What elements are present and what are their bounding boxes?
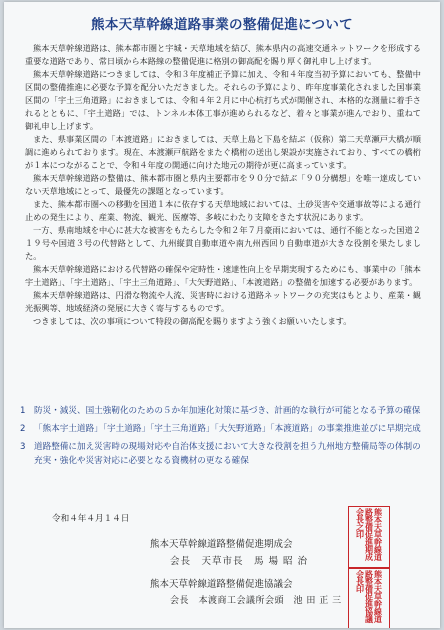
paragraph: また、熊本都市圏への移動を国道１本に依存する天草地域においては、土砂災害や交通事故等による通行止めの発生により、産業、物流、観光、医療等、多岐にわたり支障をきたす状況にあります。 [25,199,421,222]
paragraph: 熊本天草幹線道路につきましては、令和３年度補正予算に加え、令和４年度当初予算においても、整備中区間の整備推進に必要な予算を配分いただきました。それらの予算により、昨年度事業化されました国事業区間の「宇土三角道路」におきましては、令和４年２月に中心杭打ち式が開催され、本格的な測量に着手されるとともに、「宇土道路」では、トンネル本体工事が進められるなど、着々と事業が進んでおり、重ねて御礼申し上げます。 [25,69,421,131]
paragraph: 熊本天草幹線道路は、円滑な物流や人流、災害時における道路ネットワークの充実はもとより、産業・観光振興等、地域経済の発展に大きく寄与するものです。 [25,290,421,313]
document-date: 令和４年４月１４日 [52,514,130,524]
red-seal-stamp [348,506,390,568]
document-body [25,42,421,328]
paragraph: また、県事業区間の「本渡道路」におきましては、天草上島と下島を結ぶ（仮称）第二天草瀬戸大橋が順調に進められております。現在、本渡瀬戸航路をまたぐ橋桁の送出し架設が実施されており、すべての橋桁が１本につながることで、令和４年度の開通に向けた地元の期待が更に高まっています。 [25,134,421,170]
request-item-text: 道路整備に加え災害時の現場対応や自治体支援において大きな役割を担う九州地方整備局等の体制の充実・強化や災害対応に必要となる資機材の更なる確保 [34,442,421,466]
paragraph: 熊本天草幹線道路における代替路の確保や定時性・速達性向上を早期実現するためにも、事業中の「熊本宇土道路」、「宇土道路」、「宇土三角道路」、「大矢野道路」、「本渡道路」の整備を加速する必要があります。 [25,264,421,287]
request-item-number: 1 [20,406,26,416]
request-item [20,440,424,468]
paragraph: 一方、県南地域を中心に甚大な被害をもたらした令和２年７月豪雨においては、通行不能となった国道２１９号や国道３号の代替路として、九州縦貫自動車道や南九州西回り自動車道が大きな役割を果たしました。 [25,225,421,261]
document-page [4,2,440,628]
request-list [20,404,424,472]
red-seal-stamp [348,568,390,628]
request-item-number: 3 [20,442,26,452]
seal-text: 熊本天草幹線道路整備促進協議会長印 [355,570,383,623]
paragraph: 熊本天草幹線道路の整備は、熊本都市圏と県内主要都市を９０分で結ぶ「９０分構想」を唯一達成していない天草地域にとって、最優先の課題となっています。 [25,173,421,196]
seal-text: 熊本天草幹線道路整備促進期成会長之印 [355,508,383,561]
paragraph: 熊本天草幹線道路は、熊本都市圏と宇城・天草地域を結び、熊本県内の高速交通ネットワークを形成する重要な道路であり、常日頃から本路線の整備促進に格別の御高配を賜り厚く御礼申し上げます。 [25,43,421,66]
paragraph: つきましては、次の事項について特段の御高配を賜りますよう強くお願いいたします。 [33,316,352,326]
request-item-text: 防災・減災、国土強靭化のための５か年加速化対策に基づき、計画的な執行が可能となる予算の確保 [34,406,421,416]
document-title: 熊本天草幹線道路事業の整備促進について [91,17,353,33]
organization-name: 熊本天草幹線道路整備促進協議会 [150,579,293,590]
request-item [20,404,424,418]
signer-name: 会長 天草市長 馬 場 昭 治 [170,556,309,567]
request-item-number: 2 [20,424,26,434]
signer-name: 会長 本渡商工会議所会頭 池 田 正 三 [170,596,342,606]
organization-name: 熊本天草幹線道路整備促進期成会 [150,539,293,550]
request-item-text: 「熊本宇土道路」「宇土道路」「宇土三角道路」「大矢野道路」「本渡道路」の事業推進並びに早期完成 [34,424,421,434]
request-item [20,422,424,436]
